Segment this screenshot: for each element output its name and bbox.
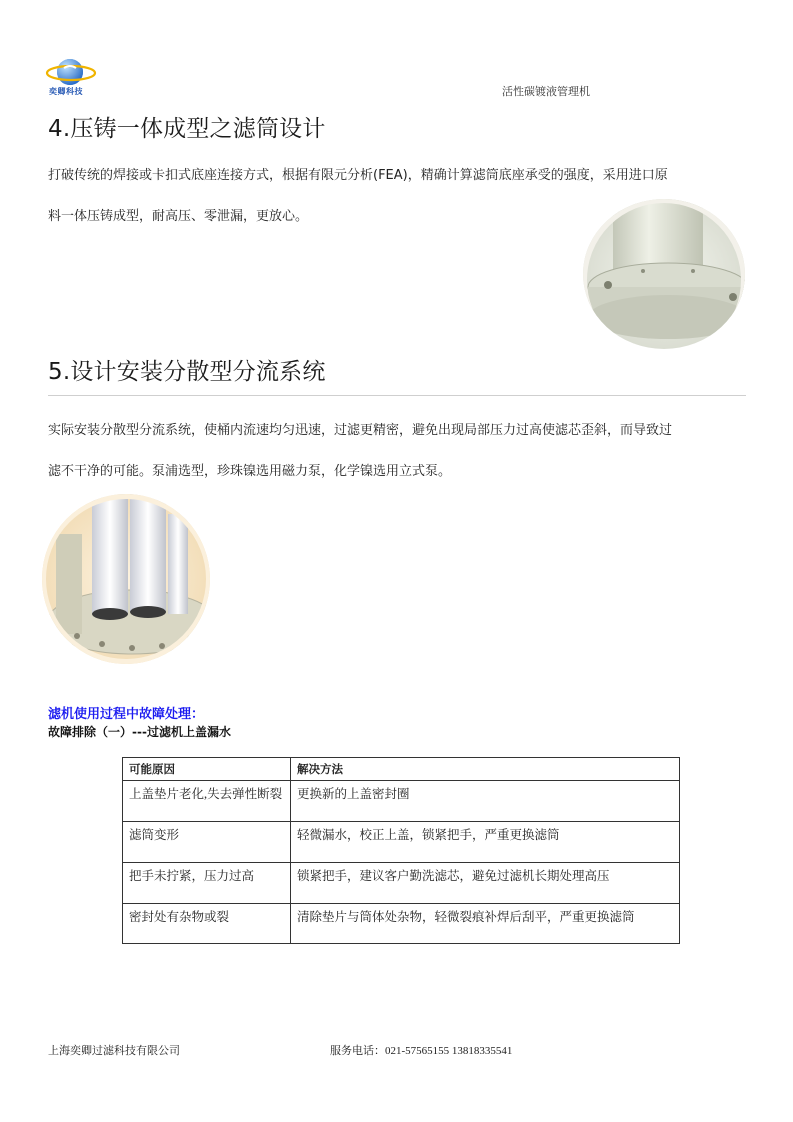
column-header-cause: 可能原因 <box>123 758 291 781</box>
footer-company-name: 上海奕卿过滤科技有限公司 <box>48 1045 180 1057</box>
table-cell-solution: 更换新的上盖密封圈 <box>291 781 680 822</box>
table-cell-cause: 把手未拧紧，压力过高 <box>123 863 291 904</box>
column-header-solution: 解决方法 <box>291 758 680 781</box>
section-5-paragraph-line-1: 实际安装分散型分流系统，使桶内流速均匀迅速，过滤更精密，避免出现局部压力过高使滤芯歪斜，而导致过 <box>48 423 673 438</box>
fault-subtitle: 故障排除（一）---过滤机上盖漏水 <box>48 725 231 739</box>
table-row <box>123 822 680 863</box>
table-cell-cause: 上盖垫片老化,失去弹性断裂 <box>123 781 291 822</box>
table-row <box>123 904 680 944</box>
table-row <box>123 863 680 904</box>
table-row <box>123 781 680 822</box>
table-cell-solution: 轻微漏水，校正上盖，锁紧把手，严重更换滤筒 <box>291 822 680 863</box>
fault-table <box>122 757 680 944</box>
table-cell-solution: 清除垫片与筒体处杂物，轻微裂痕补焊后刮平，严重更换滤筒 <box>291 904 680 944</box>
section-4-heading: 4.压铸一体成型之滤筒设计 <box>48 116 326 142</box>
footer-service-phone: 服务电话：021-57565155 13818335541 <box>330 1045 513 1057</box>
table-cell-solution: 锁紧把手，建议客户勤洗滤芯，避免过滤机长期处理高压 <box>291 863 680 904</box>
section-5-paragraph-line-2: 滤不干净的可能。泵浦选型，珍珠镍选用磁力泵，化学镍选用立式泵。 <box>48 464 452 479</box>
table-cell-cause: 滤筒变形 <box>123 822 291 863</box>
header-product-name: 活性碳镀液管理机 <box>502 85 590 98</box>
section-4-paragraph-line-1: 打破传统的焊接或卡扣式底座连接方式，根据有限元分析(FEA)，精确计算滤筒底座承受的强度，采用进口原 <box>48 168 668 183</box>
section-5-heading: 5.设计安装分散型分流系统 <box>48 359 326 385</box>
fault-section-title: 滤机使用过程中故障处理： <box>48 707 205 722</box>
section-4-paragraph-line-2: 料一体压铸成型，耐高压、零泄漏，更放心。 <box>48 209 309 224</box>
filter-cartridges-photo <box>42 494 210 664</box>
table-header-row <box>123 758 680 781</box>
logo-text: 奕卿科技 <box>49 87 83 96</box>
table-cell-cause: 密封处有杂物或裂 <box>123 904 291 944</box>
section-divider <box>48 395 746 396</box>
filter-base-photo <box>583 199 745 349</box>
